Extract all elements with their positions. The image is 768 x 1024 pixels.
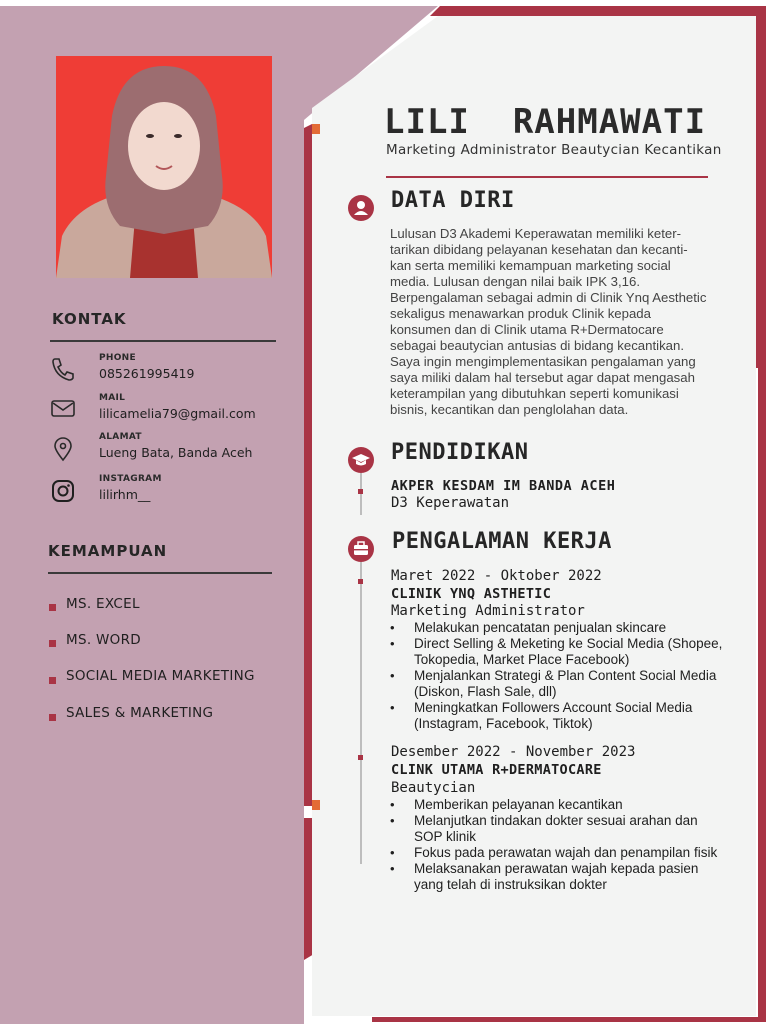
job-position: Beautycian [391,780,476,796]
briefcase-icon [348,536,374,562]
header-divider [386,176,708,178]
about-line: sebagai beautycian antusias di bidang kecantikan. [390,338,684,353]
address-label: ALAMAT [99,432,142,442]
education-degree: D3 Keperawatan [391,495,510,511]
profile-role: Marketing Administrator Beautycian Kecantikan [386,142,722,158]
skill-bullet [49,677,56,684]
about-line: sekaligus menawarkan produk Clinik kepada [390,306,651,321]
experience-title: PENGALAMAN KERJA [392,529,612,554]
about-text [390,226,731,418]
job-company: CLINIK YNQ ASTHETIC [391,586,552,602]
education-school: AKPER KESDAM IM BANDA ACEH [391,478,616,494]
person-icon [348,195,374,221]
mail-value[interactable]: lilicamelia79@gmail.com [99,406,256,421]
experience-timeline-dot [358,579,363,584]
mail-label: MAIL [99,393,126,403]
about-line: Lulusan D3 Akademi Keperawatan memiliki keter- [390,226,681,241]
duty-item: • Memberikan pelayanan kecantikan [390,797,720,813]
job-duties [390,620,740,732]
skill-item: SOCIAL MEDIA MARKETING [66,668,255,684]
about-line: konsumen dan di Clinik utama R+Dermatocare [390,322,664,337]
instagram-icon [50,478,76,504]
skill-item: MS. EXCEL [66,596,140,612]
skills-heading: KEMAMPUAN [48,542,168,560]
profile-photo [56,56,272,278]
location-pin-icon [50,436,76,462]
mail-icon [50,396,76,422]
about-line: Saya ingin mengimplementasikan pengalaman yang [390,354,696,369]
instagram-label: INSTAGRAM [99,474,162,484]
skills-divider [48,572,272,574]
about-line: bisnis, kecantikan dan penglolahan data. [390,402,629,417]
education-timeline-dot [358,489,363,494]
about-line: Berpengalaman sebagai admin di Clinik Ynq Aesthetic [390,290,707,305]
education-title: PENDIDIKAN [391,440,529,465]
duty-item: • Direct Selling & Meketing ke Social Media (Shopee, Tokopedia, Market Place Facebook) [390,636,740,668]
about-line: keterampilan yang dibutuhkan seperti komunikasi [390,386,679,401]
about-line: tarikan dibidang pelayanan kesehatan dan kecanti- [390,242,688,257]
experience-timeline [360,562,362,864]
duty-item: • Melanjutkan tindakan dokter sesuai arahan dan SOP klinik [390,813,720,845]
skill-bullet [49,714,56,721]
experience-timeline-dot [358,755,363,760]
about-line: media. Lulusan dengan nilai baik IPK 3,16. [390,274,641,289]
duty-item: • Melaksanakan perawatan wajah kepada pasien yang telah di instruksikan dokter [390,861,720,893]
profile-name: LILI RAHMAWATI [384,102,707,142]
skill-item: MS. WORD [66,632,141,648]
instagram-value[interactable]: lilirhm__ [99,487,151,502]
job-duties [390,797,720,893]
address-value: Lueng Bata, Banda Aceh [99,445,253,460]
duty-item: • Melakukan pencatatan penjualan skincare [390,620,740,636]
contact-heading: KONTAK [52,310,127,328]
duty-item: • Menjalankan Strategi & Plan Content Social Media (Diskon, Flash Sale, dll) [390,668,740,700]
duty-item: • Meningkatkan Followers Account Social Media (Instagram, Facebook, Tiktok) [390,700,740,732]
education-timeline [360,473,362,515]
phone-value[interactable]: 085261995419 [99,366,195,381]
about-line: saya miliki dalam hal tersebut agar dapat mengasah [390,370,695,385]
duty-item: • Fokus pada perawatan wajah dan penampilan fisik [390,845,720,861]
skill-bullet [49,640,56,647]
skill-bullet [49,604,56,611]
phone-label: PHONE [99,353,136,363]
job-position: Marketing Administrator [391,603,585,619]
contact-divider [50,340,276,342]
graduation-cap-icon [348,447,374,473]
job-company: CLINK UTAMA R+DERMATOCARE [391,762,602,778]
about-title: DATA DIRI [391,188,515,213]
about-line: kan serta memiliki kemampuan marketing social [390,258,671,273]
skill-item: SALES & MARKETING [66,705,214,721]
phone-icon [50,356,76,382]
job-period: Desember 2022 - November 2023 [391,744,636,760]
job-period: Maret 2022 - Oktober 2022 [391,568,602,584]
